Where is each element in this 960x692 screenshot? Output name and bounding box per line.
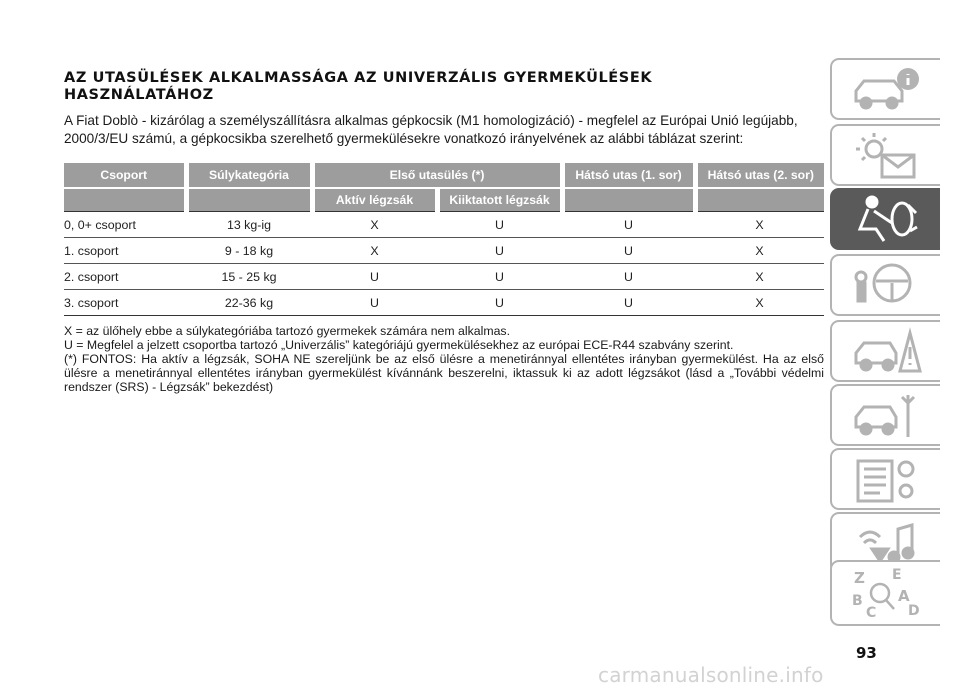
cell-deactivated-airbag: U bbox=[437, 238, 562, 264]
tab-maintenance[interactable] bbox=[830, 384, 940, 446]
cell-rear-row2: X bbox=[695, 238, 824, 264]
svg-text:Z: Z bbox=[854, 569, 865, 587]
subheader-empty bbox=[64, 188, 186, 212]
svg-text:E: E bbox=[892, 567, 902, 583]
cell-rear-row2: X bbox=[695, 212, 824, 238]
tab-warning-lights[interactable] bbox=[830, 124, 940, 186]
cell-rear-row1: U bbox=[562, 212, 695, 238]
subheader-active-airbag: Aktív légzsák bbox=[312, 188, 437, 212]
table-row bbox=[64, 290, 824, 316]
cell-group: 1. csoport bbox=[64, 238, 186, 264]
car-emergency-icon bbox=[850, 325, 922, 379]
watermark: carmanualsonline.info bbox=[598, 663, 824, 687]
svg-text:C: C bbox=[866, 605, 877, 619]
cell-weight: 13 kg-ig bbox=[186, 212, 312, 238]
cell-deactivated-airbag: U bbox=[437, 212, 562, 238]
tab-emergency[interactable] bbox=[830, 320, 940, 382]
subheader-deactivated-airbag: Kiiktatott légzsák bbox=[437, 188, 562, 212]
seat-airbag-icon bbox=[850, 193, 922, 247]
note-u: U = Megfelel a jelzett csoportba tartozó „Univerzális” kategóriájú gyermekülésekhez az európai ECE-R44 szabvány szerint. bbox=[64, 338, 734, 352]
technical-data-icon bbox=[850, 453, 922, 507]
table-header-row bbox=[64, 163, 824, 188]
subheader-empty bbox=[562, 188, 695, 212]
col-header-rear-row2: Hátsó utas (2. sor) bbox=[695, 163, 824, 188]
table-row bbox=[64, 212, 824, 238]
cell-active-airbag: U bbox=[312, 264, 437, 290]
tab-starting-driving[interactable] bbox=[830, 254, 940, 316]
col-header-group: Csoport bbox=[64, 163, 186, 188]
cell-rear-row1: U bbox=[562, 264, 695, 290]
cell-weight: 9 - 18 kg bbox=[186, 238, 312, 264]
tab-index[interactable] bbox=[830, 560, 940, 626]
child-seat-suitability-table bbox=[64, 163, 824, 316]
cell-group: 2. csoport bbox=[64, 264, 186, 290]
warning-lights-message-icon bbox=[850, 129, 922, 183]
car-info-icon bbox=[850, 63, 922, 117]
table-notes bbox=[64, 324, 824, 394]
cell-weight: 22-36 kg bbox=[186, 290, 312, 316]
col-header-rear-row1: Hátsó utas (1. sor) bbox=[562, 163, 695, 188]
steering-key-icon bbox=[850, 259, 922, 313]
cell-rear-row1: U bbox=[562, 238, 695, 264]
cell-group: 3. csoport bbox=[64, 290, 186, 316]
cell-rear-row2: X bbox=[695, 290, 824, 316]
svg-text:D: D bbox=[908, 603, 920, 619]
cell-weight: 15 - 25 kg bbox=[186, 264, 312, 290]
subheader-empty bbox=[186, 188, 312, 212]
cell-active-airbag: X bbox=[312, 212, 437, 238]
section-heading: AZ UTASÜLÉSEK ALKALMASSÁGA AZ UNIVERZÁLIS GYERMEKÜLÉSEK HASZNÁLATÁHOZ bbox=[64, 70, 653, 103]
cell-active-airbag: U bbox=[312, 290, 437, 316]
cell-rear-row1: U bbox=[562, 290, 695, 316]
index-icon bbox=[850, 565, 922, 619]
cell-deactivated-airbag: U bbox=[437, 290, 562, 316]
note-x: X = az ülőhely ebbe a súlykategóriába tartozó gyermekek számára nem alkalmas. bbox=[64, 324, 510, 338]
cell-deactivated-airbag: U bbox=[437, 264, 562, 290]
tab-safety[interactable] bbox=[830, 188, 940, 250]
svg-text:A: A bbox=[898, 587, 910, 605]
tab-technical-data[interactable] bbox=[830, 448, 940, 510]
svg-text:B: B bbox=[852, 593, 863, 609]
page-number: 93 bbox=[856, 644, 877, 662]
table-row bbox=[64, 264, 824, 290]
cell-group: 0, 0+ csoport bbox=[64, 212, 186, 238]
subheader-empty bbox=[695, 188, 824, 212]
car-maintenance-icon bbox=[850, 389, 922, 443]
cell-active-airbag: X bbox=[312, 238, 437, 264]
table-subheader-row bbox=[64, 188, 824, 212]
cell-rear-row2: X bbox=[695, 264, 824, 290]
tab-car-info[interactable] bbox=[830, 58, 940, 120]
col-header-front-seat: Első utasülés (*) bbox=[312, 163, 562, 188]
note-important: (*) FONTOS: Ha aktív a légzsák, SOHA NE szereljünk be az első ülésre a menetiránnyal ellentétes irányban gyermekülést. Ha az első ülésre a menetiránnyal ellentétes irányban gyermekülést kívánnánk beszerelni, iktassuk ki az adott légzsákot (lásd a „További védelmi rendszer (SRS) - Légzsák” bekezdést) bbox=[64, 352, 824, 394]
intro-paragraph: A Fiat Doblò - kizárólag a személyszállításra alkalmas gépkocsik (M1 homologizáció) - megfelel az Európai Unió legújabb, 2000/3/EU számú, a gépkocsikba szerelhető gyermekülésekre vonatkozó irányelvének az alábbi táblázat szerint: bbox=[64, 113, 798, 146]
table-row bbox=[64, 238, 824, 264]
col-header-weight: Súlykategória bbox=[186, 163, 312, 188]
